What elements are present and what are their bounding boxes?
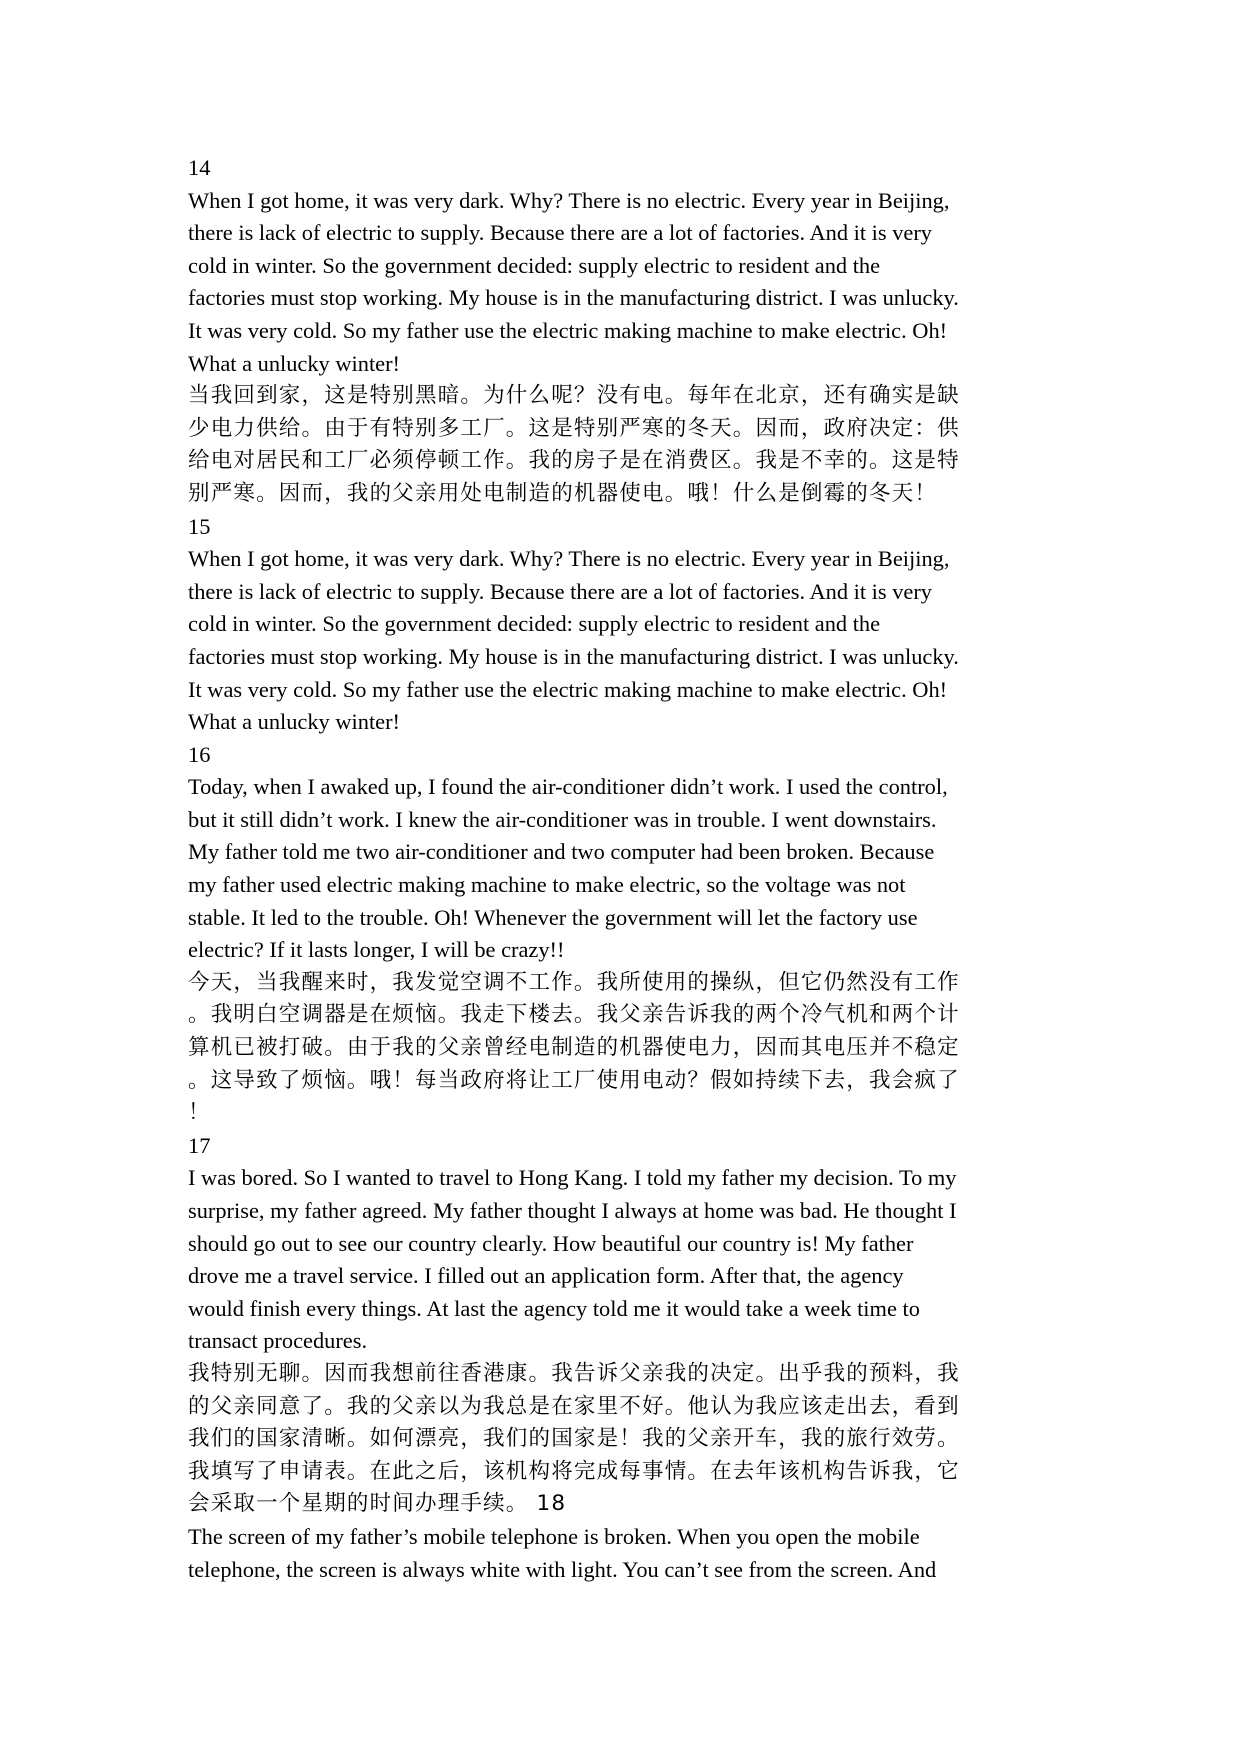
text-line: 别严寒。因而，我的父亲用处电制造的机器使电。哦！什么是倒霉的冬天！ (188, 480, 938, 506)
text-line: What a unlucky winter! (188, 709, 401, 735)
text-line: cold in winter. So the government decided: supply electric to resident and the (188, 252, 881, 278)
text-line: factories must stop working. My house is in the manufacturing district. I was unlucky. (188, 643, 959, 669)
text-line: 16 (188, 741, 211, 767)
text-line: 今天，当我醒来时，我发觉空调不工作。我所使用的操纵，但它仍然没有工作 (188, 969, 960, 995)
text-line: When I got home, it was very dark. Why? There is no electric. Every year in Beijing, (188, 546, 950, 572)
text-line: 会采取一个星期的时间办理手续。 18 (188, 1491, 567, 1517)
text-line: should go out to see our country clearly. How beautiful our country is! My father (188, 1230, 914, 1256)
text-line: but it still didn’t work. I knew the air-conditioner was in trouble. I went downstairs. (188, 806, 937, 832)
text-line: 15 (188, 513, 211, 539)
text-line: electric? If it lasts longer, I will be crazy!! (188, 937, 565, 963)
text-line: My father told me two air-conditioner and two computer had been broken. Because (188, 839, 935, 865)
text-line: 17 (188, 1132, 211, 1158)
text-line: 的父亲同意了。我的父亲以为我总是在家里不好。他认为我应该走出去，看到 (188, 1393, 960, 1419)
text-line: factories must stop working. My house is in the manufacturing district. I was unlucky. (188, 285, 959, 311)
text-line: 。我明白空调器是在烦恼。我走下楼去。我父亲告诉我的两个冷气机和两个计 (188, 1002, 960, 1028)
text-line: stable. It led to the trouble. Oh! Whenever the government will let the factory use (188, 904, 918, 930)
text-line: cold in winter. So the government decided: supply electric to resident and the (188, 611, 881, 637)
text-line: Today, when I awaked up, I found the air-conditioner didn’t work. I used the control, (188, 774, 948, 800)
text-line: 我们的国家清晰。如何漂亮，我们的国家是！我的父亲开车，我的旅行效劳。 (188, 1426, 960, 1452)
text-line: What a unlucky winter! (188, 350, 401, 376)
text-line: 给电对居民和工厂必须停顿工作。我的房子是在消费区。我是不幸的。这是特 (188, 448, 960, 474)
text-line: there is lack of electric to supply. Because there are a lot of factories. And it is very (188, 220, 932, 246)
text-line: my father used electric making machine to make electric, so the voltage was not (188, 872, 906, 898)
text-line: 14 (188, 155, 211, 180)
text-line: It was very cold. So my father use the electric making machine to make electric. Oh! (188, 317, 948, 343)
text-line: 我特别无聊。因而我想前往香港康。我告诉父亲我的决定。出乎我的预料，我 (188, 1360, 960, 1386)
text-line: It was very cold. So my father use the electric making machine to make electric. Oh! (188, 676, 948, 702)
text-line: drove me a travel service. I filled out an application form. After that, the agency (188, 1263, 904, 1289)
text-line: there is lack of electric to supply. Because there are a lot of factories. And it is very (188, 578, 932, 604)
text-line: 算机已被打破。由于我的父亲曾经电制造的机器使电力，因而其电压并不稳定 (188, 1035, 960, 1061)
text-line: telephone, the screen is always white with light. You can’t see from the screen. And (188, 1556, 937, 1582)
document-page (188, 152, 1068, 1586)
text-line: I was bored. So I wanted to travel to Hong Kang. I told my father my decision. To my (188, 1165, 957, 1191)
text-line: The screen of my father’s mobile telephone is broken. When you open the mobile (188, 1523, 920, 1549)
text-line: 少电力供给。由于有特别多工厂。这是特别严寒的冬天。因而，政府决定：供 (188, 415, 960, 441)
text-line: 我填写了申请表。在此之后，该机构将完成每事情。在去年该机构告诉我，它 (188, 1458, 960, 1484)
text-line: would finish every things. At last the agency told me it would take a week time to (188, 1295, 920, 1321)
text-line: When I got home, it was very dark. Why? There is no electric. Every year in Beijing, (188, 187, 950, 213)
text-line: surprise, my father agreed. My father thought I always at home was bad. He thought I (188, 1198, 957, 1223)
text-line: ！ (188, 1100, 211, 1126)
text-line: 。这导致了烦恼。哦！每当政府将让工厂使用电动？假如持续下去，我会疯了 (188, 1067, 960, 1093)
text-line: transact procedures. (188, 1328, 368, 1354)
text-line: 当我回到家，这是特别黑暗。为什么呢？没有电。每年在北京，还有确实是缺 (188, 383, 960, 409)
